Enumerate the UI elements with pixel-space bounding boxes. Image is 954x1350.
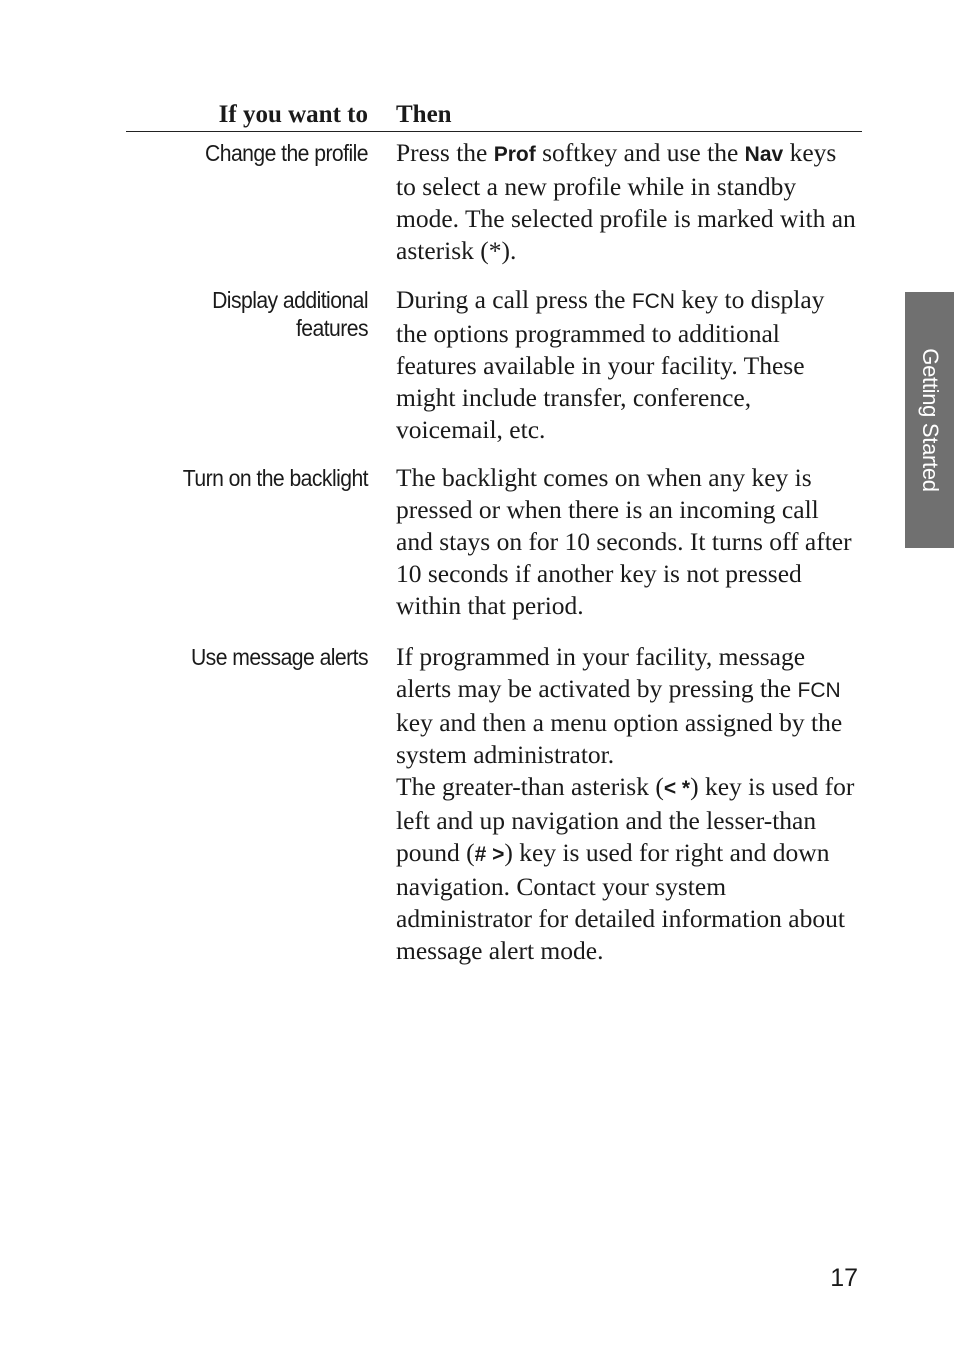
section-tab [905, 292, 954, 548]
label-line: Display additional [212, 287, 368, 313]
paragraph [396, 641, 856, 771]
row-text-use-message-alerts [396, 641, 856, 967]
column-header-if-you-want-to: If you want to [218, 101, 368, 128]
label-line: features [295, 315, 368, 341]
key-prof: Prof [493, 143, 536, 166]
text-segment: key to display the options programmed to additional features available in your facility. These might include transfer, conference, voicemail, etc. [396, 285, 825, 444]
column-header-then: Then [396, 101, 452, 128]
row-label-turn-on-backlight: Turn on the backlight [182, 465, 368, 491]
row-label-display-additional-features [145, 286, 368, 342]
text-segment: keys to select a new profile while in standby mode. The selected profile is marked with an asterisk (*). [396, 138, 856, 265]
paragraph [396, 771, 856, 967]
text-segment: If programmed in your facility, message alerts may be activated by pressing the [396, 642, 806, 703]
row-text-display-additional-features [396, 284, 856, 446]
text-segment: The greater-than asterisk ( [396, 772, 664, 801]
key-nav: Nav [744, 143, 784, 166]
page-number: 17 [830, 1264, 858, 1292]
key-pound-greater: # > [474, 843, 505, 866]
key-fcn: FCN [797, 679, 841, 702]
table-header [126, 98, 862, 132]
text-segment: Press the [396, 138, 494, 167]
text-segment: softkey and use the [535, 138, 745, 167]
section-tab-label: Getting Started [917, 348, 943, 492]
row-label-use-message-alerts: Use message alerts [190, 644, 368, 670]
key-fcn: FCN [631, 290, 675, 313]
row-text-change-profile [396, 137, 856, 267]
text-segment: ) key is used for right and down navigation. Contact your system administrator for detailed information about message alert mode. [396, 838, 845, 965]
text-segment: ) key is used for left and up navigation and the lesser-than pound ( [396, 772, 855, 867]
row-label-change-profile: Change the profile [205, 140, 368, 166]
text-segment: During a call press the [396, 285, 632, 314]
text-segment: key and then a menu option assigned by the system administrator. [396, 708, 843, 769]
row-text-turn-on-backlight: The backlight comes on when any key is pressed or when there is an incoming call and stays on for 10 seconds. It turns off after 10 seconds if another key is not pressed within that period. [396, 463, 852, 620]
key-less-asterisk: < * [663, 777, 691, 800]
